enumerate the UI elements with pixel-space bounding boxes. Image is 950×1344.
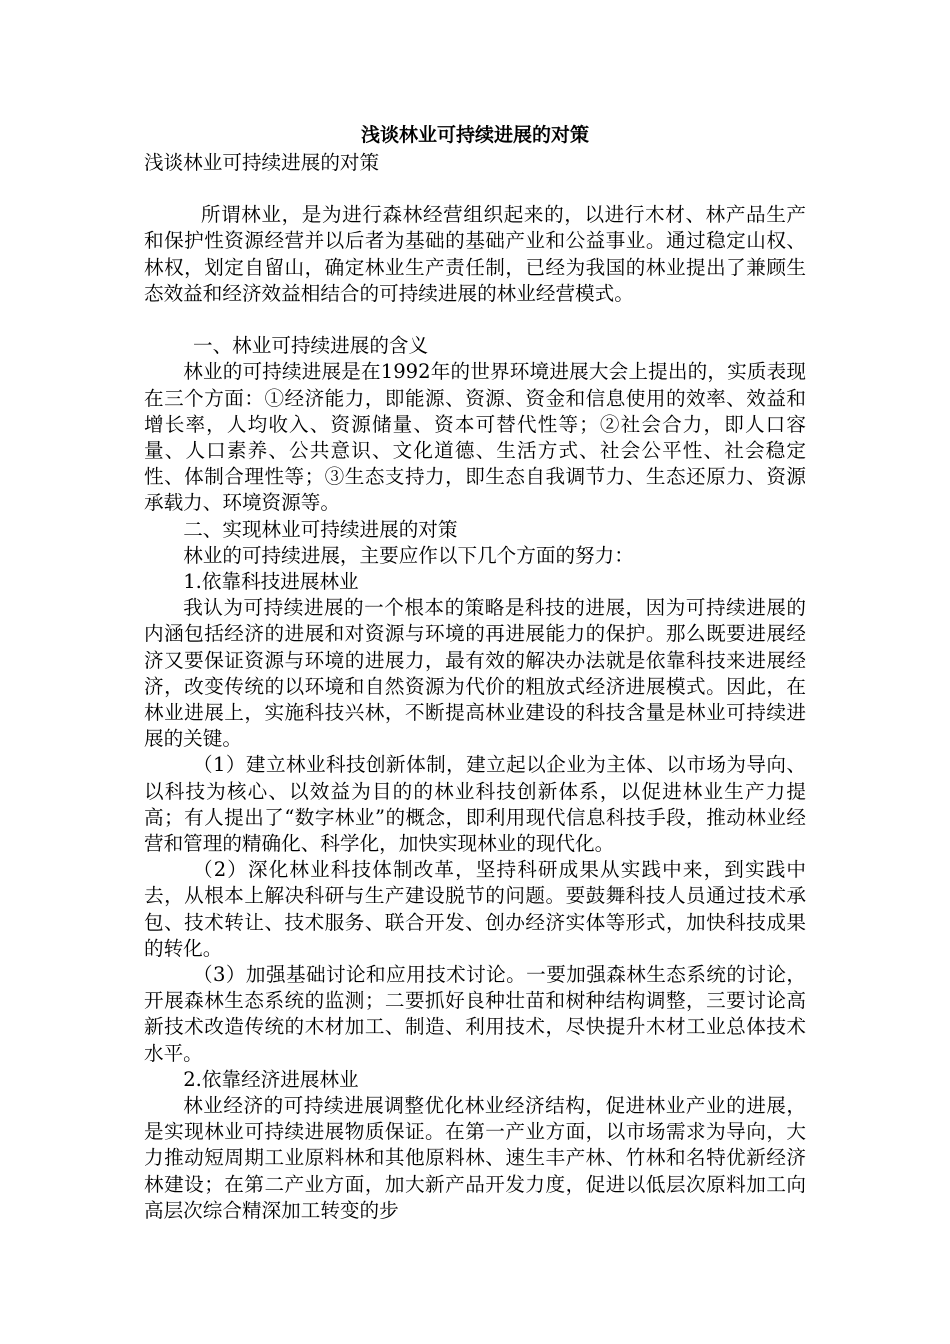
subsection-heading-1: 1.依靠科技进展林业 <box>183 570 359 594</box>
paragraph-item-1: （1）建立林业科技创新体制，建立起以企业为主体、以市场为导向、以科技为核心、以效益为目的的林业科技创新体系，以促进林业生产力提高；有人提出了“数字林业”的概念，即利用现代信息科技手段，推动林业经营和管理的精确化、科学化，加快实现林业的现代化。 <box>144 753 806 856</box>
paragraph-economy: 林业经济的可持续进展调整优化林业经济结构，促进林业产业的进展，是实现林业可持续进展物质保证。在第一产业方面，以市场需求为导向，大力推动短周期工业原料林和其他原料林、速生丰产林、竹林和名特优新经济林建设；在第二产业方面，加大新产品开发力度，促进以低层次原料加工向高层次综合精深加工转变的步 <box>144 1094 806 1222</box>
paragraph-definition: 林业的可持续进展是在1992年的世界环境进展大会上提出的，实质表现在三个方面：①经济能力，即能源、资源、资金和信息使用的效率、效益和增长率，人均收入、资源储量、资本可替代性等；②社会合力，即人口容量、人口素养、公共意识、文化道德、生活方式、社会公平性、社会稳定性、体制合理性等；③生态支持力，即生态自我调节力、生态还原力、资源承载力、环境资源等。 <box>144 360 806 515</box>
paragraph-item-2: （2）深化林业科技体制改革，坚持科研成果从实践中来，到实践中去，从根本上解决科研与生产建设脱节的问题。要鼓舞科技人员通过技术承包、技术转让、技术服务、联合开发、创办经济实体等形式，加快科技成果的转化。 <box>144 858 806 960</box>
blank-line <box>144 176 806 202</box>
paragraph-intro: 所谓林业，是为进行森林经营组织起来的，以进行木材、林产品生产和保护性资源经营并以后者为基础的基础产业和公益事业。通过稳定山权、林权，划定自留山，确定林业生产责任制，已经为我国的林业提出了兼顾生态效益和经济效益相结合的可持续进展的林业经营模式。 <box>144 203 806 305</box>
section-heading-1: 一、林业可持续进展的含义 <box>193 334 429 358</box>
paragraph-technology: 我认为可持续进展的一个根本的策略是科技的进展，因为可持续进展的内涵包括经济的进展和对资源与环境的再进展能力的保护。那么既要进展经济又要保证资源与环境的进展力，最有效的解决办法就是依靠科技来进展经济，改变传统的以环境和自然资源为代价的粗放式经济进展模式。因此，在林业进展上，实施科技兴林，不断提高林业建设的科技含量是林业可持续进展的关键。 <box>144 596 806 751</box>
paragraph-item-3: （3）加强基础讨论和应用技术讨论。一要加强森林生态系统的讨论，开展森林生态系统的监测；二要抓好良种壮苗和树种结构调整，三要讨论高新技术改造传统的木材加工、制造、利用技术，尽快提升木材工业总体技术水平。 <box>144 963 806 1065</box>
paragraph-efforts: 林业的可持续进展，主要应作以下几个方面的努力： <box>183 543 634 567</box>
blank-line <box>144 307 806 333</box>
subsection-heading-2: 2.依靠经济进展林业 <box>183 1067 359 1091</box>
document-subtitle: 浅谈林业可持续进展的对策 <box>144 151 380 174</box>
section-heading-2: 二、实现林业可持续进展的对策 <box>183 517 458 541</box>
document-body <box>144 120 806 1224</box>
document-title: 浅谈林业可持续进展的对策 <box>360 124 589 146</box>
